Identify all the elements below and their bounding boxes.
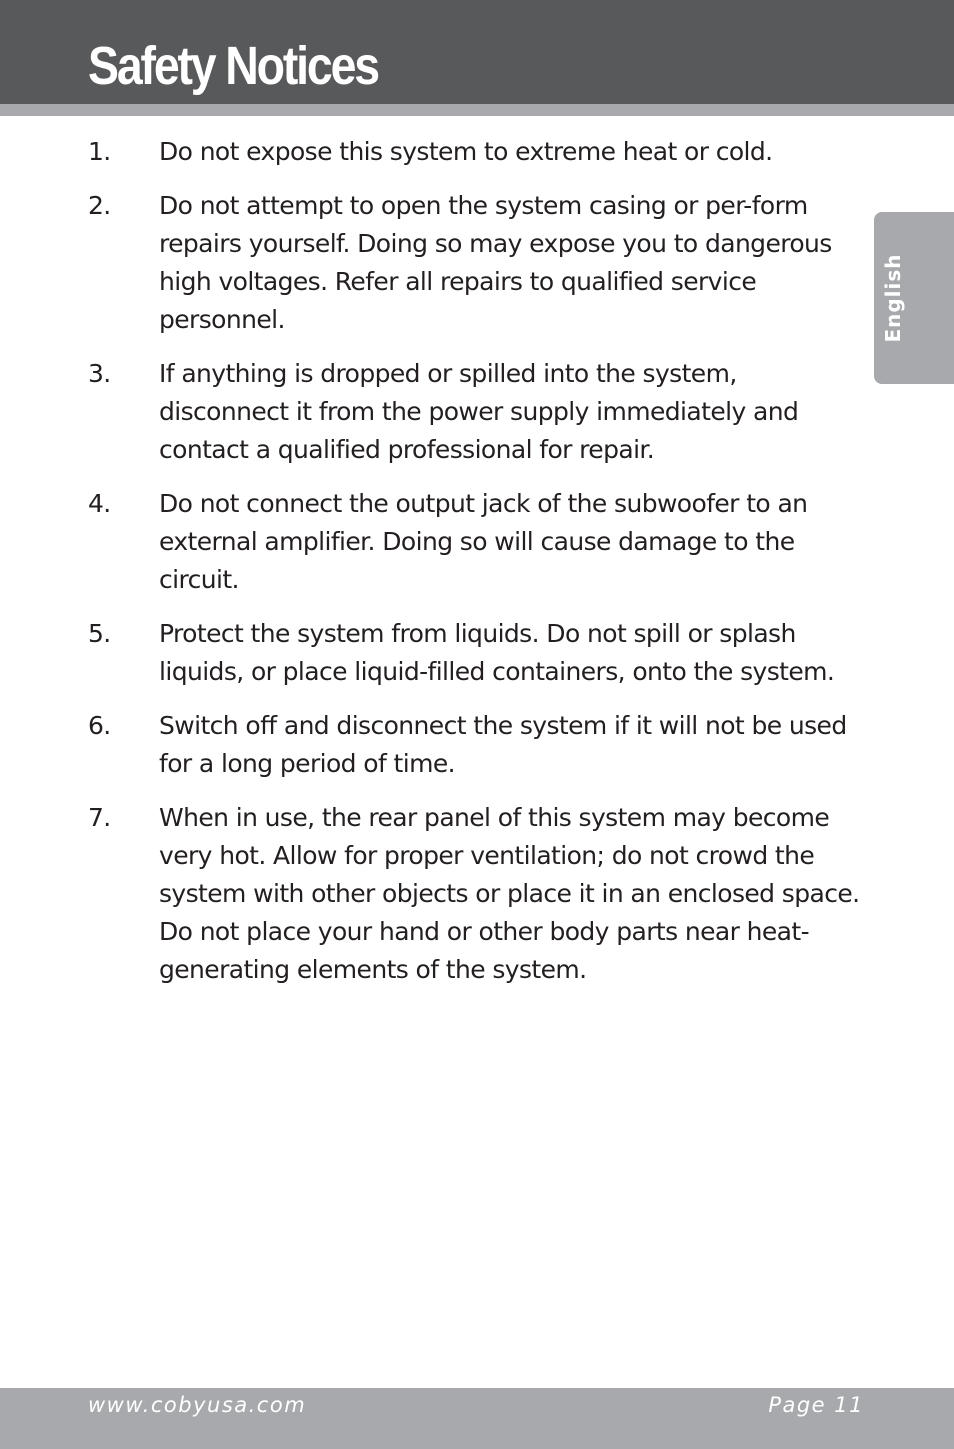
notice-text: If anything is dropped or spilled into the system, disconnect it from the power supply immediately and contact a qualified professional for repair.	[159, 359, 799, 464]
notice-number: 7.	[88, 803, 111, 832]
notice-text: Protect the system from liquids. Do not spill or splash liquids, or place liquid-filled containers, onto the system.	[159, 619, 835, 686]
notice-item	[88, 187, 873, 339]
notice-item	[88, 707, 873, 783]
notice-number: 4.	[88, 489, 111, 518]
notice-number: 2.	[88, 191, 111, 220]
notice-item	[88, 615, 873, 691]
footer-website: www.cobyusa.com	[88, 1393, 307, 1417]
notice-number: 3.	[88, 359, 111, 388]
language-tab-label: English	[881, 253, 905, 343]
notice-text: Do not attempt to open the system casing or per-form repairs yourself. Doing so may expose you to dangerous high voltages. Refer all repairs to qualified service personnel.	[159, 191, 832, 334]
notice-number: 1.	[88, 137, 111, 166]
notice-item	[88, 355, 873, 469]
notice-number: 5.	[88, 619, 111, 648]
notice-item	[88, 485, 873, 599]
notice-item	[88, 133, 873, 171]
notice-text: Switch off and disconnect the system if it will not be used for a long period of time.	[159, 711, 847, 778]
page-title: Safety Notices	[88, 36, 378, 96]
notice-item	[88, 799, 873, 989]
notice-text: Do not expose this system to extreme heat or cold.	[159, 137, 773, 166]
safety-notice-list	[88, 133, 873, 1005]
notice-text: Do not connect the output jack of the subwoofer to an external amplifier. Doing so will cause damage to the circuit.	[159, 489, 808, 594]
notice-number: 6.	[88, 711, 111, 740]
header-rule	[0, 104, 954, 116]
notice-text: When in use, the rear panel of this system may become very hot. Allow for proper ventilation; do not crowd the system with other objects or place it in an enclosed space. Do not place your hand or other body parts near heat-generating elements of the system.	[159, 803, 860, 984]
footer-page-number: Page 11	[768, 1393, 864, 1417]
